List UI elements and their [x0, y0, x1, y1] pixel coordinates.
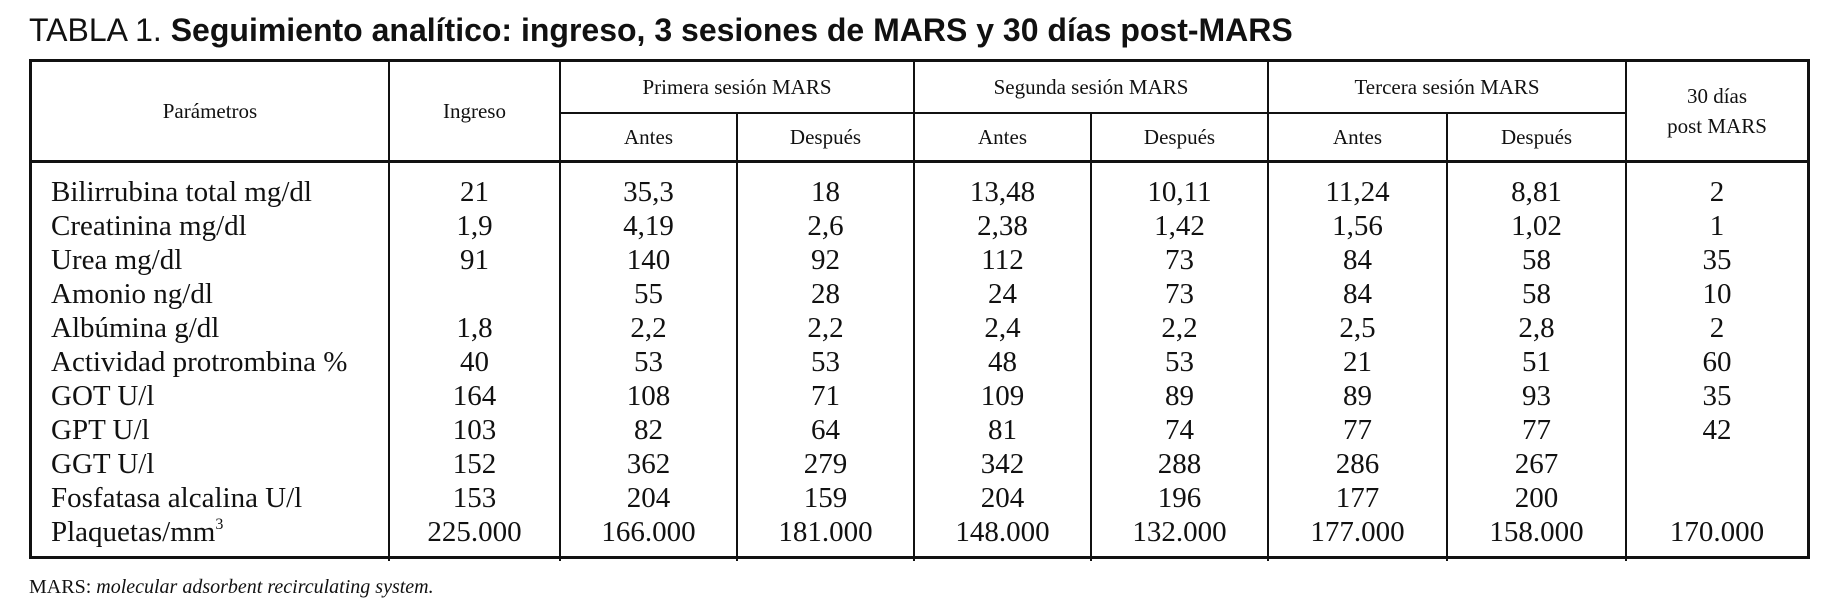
- cell-post-mars: [1626, 481, 1807, 515]
- header-sesion-2: Segunda sesión MARS: [914, 62, 1268, 113]
- cell-s1-despues: 18: [737, 162, 914, 210]
- table-row: [32, 447, 1807, 481]
- parametro-label: GPT U/l: [51, 414, 150, 446]
- cell-s1-despues: 28: [737, 277, 914, 311]
- cell-s2-despues: 73: [1091, 277, 1268, 311]
- parametro-label: GGT U/l: [51, 448, 155, 480]
- cell-s1-despues: 181.000: [737, 515, 914, 561]
- cell-s2-antes: 148.000: [914, 515, 1091, 561]
- cell-s2-despues: 89: [1091, 379, 1268, 413]
- unit-superscript: 3: [215, 516, 224, 533]
- parametro-label: Urea mg/dl: [51, 244, 183, 276]
- cell-post-mars: 170.000: [1669, 516, 1765, 548]
- cell-s3-antes: 77: [1268, 413, 1447, 447]
- cell-s1-despues: 53: [737, 345, 914, 379]
- header-s1-despues: Después: [737, 113, 914, 162]
- cell-s2-despues: 1,42: [1091, 209, 1268, 243]
- cell-s2-antes: 81: [914, 413, 1091, 447]
- cell-s3-antes: 2,5: [1268, 311, 1447, 345]
- cell-post-mars: 60: [1702, 346, 1732, 378]
- table-number: TABLA 1.: [29, 12, 162, 48]
- header-s3-despues: Después: [1447, 113, 1626, 162]
- header-s2-antes: Antes: [914, 113, 1091, 162]
- cell-s1-antes: 362: [560, 447, 737, 481]
- cell-s1-despues: 159: [737, 481, 914, 515]
- cell-s3-antes: 89: [1268, 379, 1447, 413]
- cell-s1-antes: 204: [560, 481, 737, 515]
- cell-ingreso: 152: [389, 447, 560, 481]
- cell-s2-despues: 196: [1091, 481, 1268, 515]
- cell-ingreso: 21: [389, 162, 560, 210]
- cell-s3-despues: 93: [1447, 379, 1626, 413]
- cell-parametro: [32, 209, 389, 243]
- cell-ingreso: [389, 277, 560, 311]
- parametro-label: GOT U/l: [51, 380, 155, 412]
- cell-post-mars: 1: [1709, 210, 1725, 242]
- header-s2-despues: Después: [1091, 113, 1268, 162]
- cell-s3-antes: 286: [1268, 447, 1447, 481]
- header-ingreso: Ingreso: [389, 62, 560, 162]
- cell-s2-antes: 48: [914, 345, 1091, 379]
- cell-post-mars: 2: [1709, 312, 1725, 344]
- parametro-label: Actividad protrombina %: [51, 346, 348, 378]
- cell-s1-despues: 71: [737, 379, 914, 413]
- cell-s2-despues: 53: [1091, 345, 1268, 379]
- cell-s2-antes: 2,4: [914, 311, 1091, 345]
- cell-s3-antes: 21: [1268, 345, 1447, 379]
- cell-ingreso: 103: [389, 413, 560, 447]
- cell-s1-despues: 64: [737, 413, 914, 447]
- cell-s3-despues: 267: [1447, 447, 1626, 481]
- cell-s3-despues: 1,02: [1447, 209, 1626, 243]
- cell-post-mars: 2: [1709, 176, 1725, 208]
- table-row: [32, 481, 1807, 515]
- table-row: [32, 379, 1807, 413]
- cell-ingreso: 91: [389, 243, 560, 277]
- header-post-mars: [1626, 62, 1807, 162]
- cell-s2-despues: 74: [1091, 413, 1268, 447]
- cell-s2-antes: 2,38: [914, 209, 1091, 243]
- cell-s1-antes: 166.000: [560, 515, 737, 561]
- cell-s1-despues: 2,6: [737, 209, 914, 243]
- parametro-label: Fosfatasa alcalina U/l: [51, 482, 303, 514]
- cell-s1-antes: 55: [560, 277, 737, 311]
- parametro-label: Creatinina mg/dl: [51, 210, 247, 242]
- cell-ingreso: 225.000: [389, 515, 560, 561]
- cell-s2-antes: 109: [914, 379, 1091, 413]
- cell-s1-despues: 92: [737, 243, 914, 277]
- table-row: [32, 162, 1807, 210]
- cell-s1-antes: 140: [560, 243, 737, 277]
- cell-s2-antes: 24: [914, 277, 1091, 311]
- footnote-expansion: molecular adsorbent recirculating system.: [96, 576, 434, 598]
- cell-parametro: [32, 277, 389, 311]
- footnote: [29, 576, 434, 599]
- cell-s1-antes: 2,2: [560, 311, 737, 345]
- cell-s2-despues: 10,11: [1091, 162, 1268, 210]
- cell-post-mars: 35: [1702, 380, 1732, 412]
- cell-parametro: [32, 345, 389, 379]
- cell-ingreso: 1,8: [389, 311, 560, 345]
- cell-s3-antes: 177: [1268, 481, 1447, 515]
- cell-parametro: [32, 481, 389, 515]
- table-row: [32, 515, 1807, 561]
- cell-s1-antes: 4,19: [560, 209, 737, 243]
- header-s3-antes: Antes: [1268, 113, 1447, 162]
- cell-post-mars: 10: [1702, 278, 1732, 310]
- cell-s2-antes: 112: [914, 243, 1091, 277]
- table-caption: Seguimiento analítico: ingreso, 3 sesiones de MARS y 30 días post-MARS: [170, 12, 1293, 48]
- cell-s3-antes: 84: [1268, 243, 1447, 277]
- cell-ingreso: 164: [389, 379, 560, 413]
- cell-s3-antes: 11,24: [1268, 162, 1447, 210]
- cell-s2-despues: 132.000: [1091, 515, 1268, 561]
- cell-s3-despues: 200: [1447, 481, 1626, 515]
- header-post-mars-line1: 30 días: [1686, 84, 1748, 108]
- cell-s2-despues: 2,2: [1091, 311, 1268, 345]
- cell-parametro: [32, 515, 389, 561]
- header-sesion-1: Primera sesión MARS: [560, 62, 914, 113]
- cell-ingreso: 40: [389, 345, 560, 379]
- cell-s1-antes: 82: [560, 413, 737, 447]
- table-row: [32, 345, 1807, 379]
- cell-s3-despues: 158.000: [1447, 515, 1626, 561]
- cell-s3-despues: 8,81: [1447, 162, 1626, 210]
- cell-s2-despues: 288: [1091, 447, 1268, 481]
- cell-s1-antes: 35,3: [560, 162, 737, 210]
- cell-parametro: [32, 379, 389, 413]
- cell-s1-despues: 279: [737, 447, 914, 481]
- table-row: [32, 209, 1807, 243]
- header-row-1: [32, 62, 1807, 113]
- cell-s2-antes: 204: [914, 481, 1091, 515]
- cell-s3-despues: 58: [1447, 243, 1626, 277]
- cell-ingreso: 1,9: [389, 209, 560, 243]
- table-body: [32, 162, 1807, 562]
- header-parametros: Parámetros: [32, 62, 389, 162]
- parametro-label: Bilirrubina total mg/dl: [51, 176, 312, 208]
- cell-s3-despues: 2,8: [1447, 311, 1626, 345]
- cell-post-mars: 35: [1702, 244, 1732, 276]
- header-sesion-3: Tercera sesión MARS: [1268, 62, 1626, 113]
- cell-s3-despues: 51: [1447, 345, 1626, 379]
- cell-s1-despues: 2,2: [737, 311, 914, 345]
- cell-s1-antes: 53: [560, 345, 737, 379]
- cell-parametro: [32, 162, 389, 210]
- cell-s3-antes: 84: [1268, 277, 1447, 311]
- table-header: [32, 62, 1807, 162]
- footnote-abbr: MARS:: [29, 576, 92, 598]
- cell-parametro: [32, 243, 389, 277]
- lab-results-table: [32, 62, 1807, 561]
- cell-s2-antes: 13,48: [914, 162, 1091, 210]
- cell-post-mars: 42: [1702, 414, 1732, 446]
- cell-s1-antes: 108: [560, 379, 737, 413]
- cell-s3-despues: 77: [1447, 413, 1626, 447]
- cell-ingreso: 153: [389, 481, 560, 515]
- header-post-mars-line2: post MARS: [1667, 114, 1767, 138]
- cell-parametro: [32, 413, 389, 447]
- table-row: [32, 243, 1807, 277]
- parametro-label: Amonio ng/dl: [51, 278, 213, 310]
- cell-parametro: [32, 447, 389, 481]
- table-row: [32, 277, 1807, 311]
- parametro-label: Albúmina g/dl: [51, 312, 220, 344]
- table-row: [32, 311, 1807, 345]
- cell-s3-antes: 1,56: [1268, 209, 1447, 243]
- cell-s3-despues: 58: [1447, 277, 1626, 311]
- data-table-frame: [29, 59, 1810, 559]
- table-row: [32, 413, 1807, 447]
- cell-s3-antes: 177.000: [1268, 515, 1447, 561]
- cell-s2-despues: 73: [1091, 243, 1268, 277]
- cell-parametro: [32, 311, 389, 345]
- table-title: [29, 8, 1293, 52]
- cell-s2-antes: 342: [914, 447, 1091, 481]
- header-s1-antes: Antes: [560, 113, 737, 162]
- cell-post-mars: [1626, 447, 1807, 481]
- parametro-label: Plaquetas/mm: [51, 516, 216, 548]
